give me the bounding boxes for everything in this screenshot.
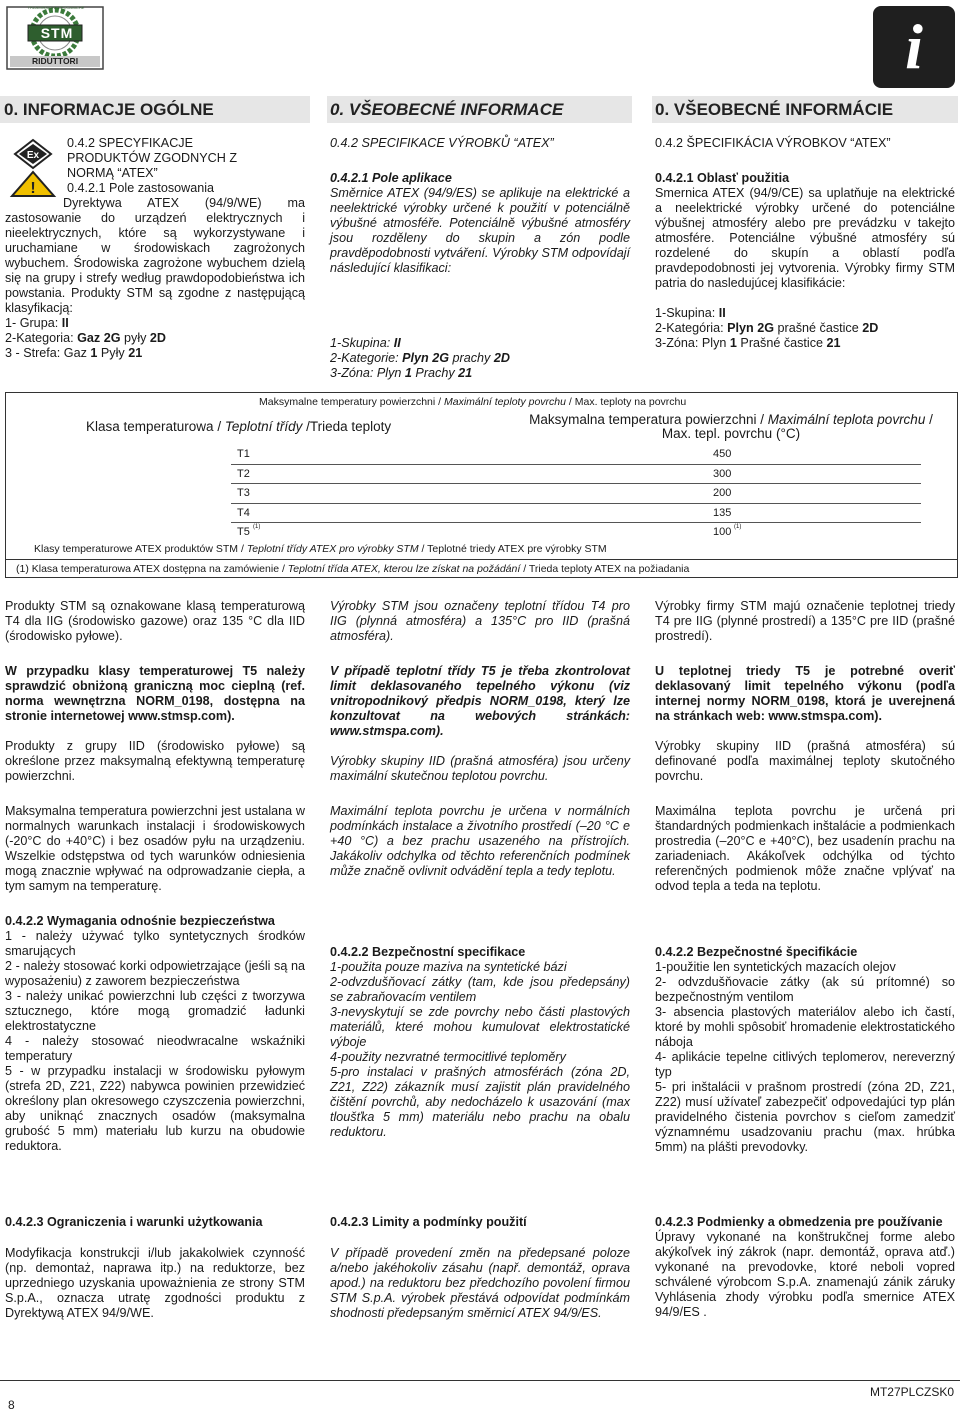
cs-class-1-label: 1-Skupina: xyxy=(330,336,394,350)
cs-p2: V případě teplotní třídy T5 je třeba zkontrolovat limit deklasovaného tepelného výkonu (viz vnitropodnikový předpis NORM_0198, který lze konzultovat na webových stránkách: www.stmspa.com). xyxy=(330,664,630,738)
table-row xyxy=(231,504,921,524)
sk-spec-title: 0.4.2 ŠPECIFIKÁCIA VÝROBKOV “ATEX” xyxy=(655,136,891,150)
pl-p3: Produkty z grupy IID (środowisko pyłowe) są określone przez maksymalną efektywną temperaturę powierzchni. xyxy=(5,739,305,783)
logo-ring-text: TRASMISSIONI MECCANICHE xyxy=(27,5,85,10)
info-icon: i xyxy=(873,6,955,88)
sk-p1: Výrobky firmy STM majú označenie teplotnej triedy T4 pre IIG (plynné prostredí) a 135°C pre IID (prašné prostredí). xyxy=(655,599,955,643)
table-t5-temp-sup: (1) xyxy=(734,524,742,530)
pl-p2: W przypadku klasy temperaturowej T5 należy sprawdzić obniżoną graniczną moc cieplną (ref. norma wewnętrzna NORM_0198, dostępna na stronie internetowej www.stmsp.com). xyxy=(5,664,305,723)
sk-class-2-value-2: 2D xyxy=(862,321,879,335)
pl-class-1-value: II xyxy=(61,316,69,330)
table-cell-temp: 135 xyxy=(713,506,732,519)
logo-sub: RIDUTTORI xyxy=(31,56,79,66)
sk-s2-5: 5- pri inštalácii v prašnom prostredí (zóna 2D, Z21, Z22) musí užívateľ zabezpečiť odpovedajúci typ plán pravidelného čistenia povrchov s cieľom zamedziť významnému usadzovaniu prachu (max. hrúbka 5mm) na plášti prevodovky. xyxy=(655,1080,955,1154)
cs-class-3-mid: Prachy xyxy=(411,366,459,380)
sk-class-2-mid: prašné častice xyxy=(774,321,863,335)
pl-p1: Produkty STM są oznakowane klasą temperaturową T4 dla IIG (środowisko gazowe) oraz 135 °C dla IID (środowisko pyłowe). xyxy=(5,599,305,643)
pl-class-3-value-2: 21 xyxy=(128,346,143,360)
sk-s2-2: 2- odvzdušňovacie zátky (ak sú prítomné) so bezpečnostným ventilom xyxy=(655,975,955,1004)
table-top-note: Maksymalne temperatury powierzchni / Maximální teploty povrchu / Max. teploty na povrchu xyxy=(259,396,687,408)
cs-class-3-label: 3-Zóna: Plyn xyxy=(330,366,405,380)
table-t5-sup: (1) xyxy=(253,524,261,530)
sk-class-2-value: Plyn 2G xyxy=(727,321,775,335)
cs-p1: Výrobky STM jsou označeny teplotní třídou T4 pro IIG (plynná atmosféra) a 135°C pro IID (prašná atmosféra). xyxy=(330,599,630,643)
pl-class-2-value: Gaz 2G xyxy=(77,331,121,345)
cs-s2 xyxy=(330,945,630,1140)
stm-logo xyxy=(6,6,104,70)
sk-body xyxy=(655,599,955,894)
temperature-table-box xyxy=(5,392,958,578)
sk-class-3-label: 3-Zóna: Plyn xyxy=(655,336,730,350)
cs-class-2-label: 2-Kategorie: xyxy=(330,351,403,365)
table-cell-class: T5 xyxy=(237,526,250,538)
cs-s3-text: V případě provedení změn na předepsané poloze a/nebo jakéhokoliv zásahu (např. demontáž, oprava apod.) na reduktoru bez předchozího povolení firmou STM S.p.A. výrobek přestává odpovídat podmínkám shodnosti předepsaným směrnicí ATEX 94/9/ES. xyxy=(330,1246,630,1320)
sk-s3 xyxy=(655,1215,955,1320)
pl-class-1-label: 1- Grupa: xyxy=(5,316,62,330)
table-cell-class: T4 xyxy=(237,506,250,519)
sk-s2 xyxy=(655,945,955,1155)
pl-s2-title: 0.4.2.2 Wymagania odnośnie bezpieczeństwa xyxy=(5,914,275,928)
pl-s3-text: Modyfikacja konstrukcji i/lub jakakolwiek czynność (np. demontaż, naprawa itp.) na reduktorze, bez uprzedniego uzyskania upoważnienia ze strony STM S.p.A., oznacza utratę zgodności produktu z Dyrektywą ATEX 94/9/WE. xyxy=(5,1246,305,1320)
pl-class-2-mid: pyły xyxy=(120,331,150,345)
table-cell-class: T3 xyxy=(237,487,250,499)
sk-s3-text: Úpravy vykonané na konštrukčnej forme alebo akýkoľvek iný zákrok (napr. demontáž, oprava atď.) vykonané na prevodovke, ktoré neboli vopred schválené výrobcom S.p.A. znamenajú zánik záruky Vyhlásenia zhody výrobku podľa smernice ATEX 94/9/ES . xyxy=(655,1230,955,1319)
pl-s2-4: 4 - należy stosować nieodwracalne wskaźniki temperatury xyxy=(5,1034,305,1063)
sk-sec1-text: Smernica ATEX (94/9/CE) sa uplatňuje na elektrické a neelektrické výrobky určené do potenciálne výbušnej atmosféry alebo pre prevádzku v takejto atmosfére. Potenciálne výbušné atmosféry sú rozdelené do skupín a oblastí podľa pravdepodobnosti jej vytvorenia. Výrobky firmy STM patria do nasledujúcej klasifikácie: xyxy=(655,186,955,290)
cs-class-1-value: II xyxy=(393,336,401,350)
table-left-head: Klasa temperaturowa / Teplotní třídy /Trieda teploty xyxy=(86,419,392,434)
cs-class-2-value-2: 2D xyxy=(493,351,510,365)
sk-s2-3: 3- absencia plastových materiálov alebo ich častí, ktoré by mohli spôsobiť hromadenie elektrostatického náboja xyxy=(655,1005,955,1049)
pl-class-3-value: 1 xyxy=(90,346,98,360)
cs-s2-title: 0.4.2.2 Bezpečnostní specifikace xyxy=(330,945,526,959)
pl-s2-5: 5 - w przypadku instalacji w środowisku pyłowym (strefa 2D, Z21, Z22) nabywca powinien przewidzieć określony plan okresowego czyszczenia powierzchni, aby uniknąć znacznych osadów (maksymalna grubość 5 mm) materiału lub kurzu na obudowie reduktora. xyxy=(5,1064,305,1153)
table-row xyxy=(231,445,921,465)
cs-body xyxy=(330,599,630,879)
svg-text:Ex: Ex xyxy=(26,150,40,161)
sk-class-3-mid: Prašné častice xyxy=(736,336,827,350)
page-number: 8 xyxy=(8,1398,15,1412)
pl-top-section xyxy=(5,136,305,361)
table-footnote: (1) Klasa temperaturowa ATEX dostępna na zamówienie / Teplotní třída ATEX, kterou lze získat na požádání / Trieda teploty ATEX na požiadania xyxy=(16,563,690,575)
sk-class-3-value: 1 xyxy=(729,336,737,350)
cs-sec1-text: Směrnice ATEX (94/9/ES) se aplikuje na elektrické a neelektrické výrobky určené k použití v potenciálně výbušné atmosféře. Potenciálně výbušné atmosféry jsou rozděleny do skupin a zón podle pravděpodobnosti vytváření. Výrobky STM odpovídají následující klasifikaci: xyxy=(330,186,630,275)
svg-text:!: ! xyxy=(30,180,36,197)
pl-class-2-label: 2-Kategoria: xyxy=(5,331,78,345)
table-cell-class: T1 xyxy=(237,448,250,460)
table-cell-temp: 300 xyxy=(713,467,732,480)
cs-class-2-value: Plyn 2G xyxy=(402,351,450,365)
sk-class-3-value-2: 21 xyxy=(826,336,841,350)
table-right-head: Maksymalna temperatura powierzchni / Maximální teplota povrchu / Max. tepl. povrchu (°C) xyxy=(529,412,933,441)
logo-brand: STM xyxy=(40,25,74,41)
table-row xyxy=(231,523,921,543)
pl-body xyxy=(5,599,305,1154)
pl-sec1-text: Dyrektywa ATEX (94/9/WE) ma zastosowanie do urządzeń elektrycznych i nieelektrycznych, które są wykorzystywane i uruchamiane w środowiskach zagrożonych wybuchem. Środowiska zagrożone wybuchem dzielą się na grupy i strefy według prawdopodobieństwa ich powstania. Produkty STM są zgodne z następującą klasyfikacją: xyxy=(5,196,305,315)
pl-s3-title: 0.4.2.3 Ograniczenia i warunki użytkowania xyxy=(5,1215,263,1229)
pl-class-3-mid: Pyły xyxy=(97,346,129,360)
cs-class-3-value: 1 xyxy=(404,366,412,380)
table-cell-temp: 200 xyxy=(713,487,732,499)
table-row xyxy=(231,465,921,485)
sk-class-1-value: II xyxy=(718,306,726,320)
sk-top-section xyxy=(655,136,955,351)
cs-p3: Výrobky skupiny IID (prašná atmosféra) jsou určeny maximální skutečnou teplotou povrchu. xyxy=(330,754,630,783)
footer-rule xyxy=(0,1380,960,1381)
header-cs: 0. VŠEOBECNÉ INFORMACE xyxy=(330,100,564,119)
pl-s2-1: 1 - należy używać tylko syntetycznych środków smarujących xyxy=(5,929,305,958)
cs-top-section xyxy=(330,136,630,381)
pl-class-2-value-2: 2D xyxy=(149,331,167,345)
cs-class-2-mid: prachy xyxy=(449,351,494,365)
sk-s3-title: 0.4.2.3 Podmienky a obmedzenia pre používanie xyxy=(655,1215,943,1229)
pl-s2-2: 2 - należy stosować korki odpowietrzające (jeśli są na wyposażeniu) z zaworem bezpieczeństwa xyxy=(5,959,305,988)
sk-sec1-title: 0.4.2.1 Oblasť použitia xyxy=(655,171,790,185)
cs-s3-title: 0.4.2.3 Limity a podmínky použití xyxy=(330,1215,527,1229)
pl-spec-title-3: NORMĄ “ATEX” xyxy=(67,166,158,180)
cs-s2-1: 1-použita pouze maziva na syntetické bázi xyxy=(330,960,567,974)
sk-p4: Maximálna teplota povrchu je určená pri štandardných podmienkach inštalácie a podmienkach prostredia (–20°C e +40°C), bez usadenín prachu na zariadeniach. Akákoľvek odchýlka od týchto referenčných podmienok môže značne vplývať na odvod tepla a teda na teplotu. xyxy=(655,804,955,893)
sk-s2-4: 4- aplikácie tepelne citlivých teplomerov, nereverzný typ xyxy=(655,1050,955,1079)
table-caption: Klasy temperaturowe ATEX produktów STM / Teplotní třídy ATEX pro výrobky STM / Teplotné triedy ATEX pre výrobky STM xyxy=(34,543,607,555)
cs-s2-4: 4-použity nezvratné termocitlivé teploměry xyxy=(330,1050,566,1064)
pl-class-3-label: 3 - Strefa: Gaz xyxy=(5,346,91,360)
cs-sec1-title: 0.4.2.1 Pole aplikace xyxy=(330,171,452,185)
sk-s2-title: 0.4.2.2 Bezpečnostné špecifikácie xyxy=(655,945,858,959)
sk-p2: U teplotnej triedy T5 je potrebné overiť deklasovaný limit tepelného výkonu (podľa internej normy NORM_0198, ktorá je uverejnená na stránkach web: www.stmspa.com). xyxy=(655,664,955,723)
sk-p3: Výrobky skupiny IID (prašná atmosféra) sú definované podľa maximálnej teploty skutočného povrchu. xyxy=(655,739,955,783)
cs-s2-3: 3-nevyskytují se zde povrchy nebo části plastových materiálů, které mohou kumulovat elektrostatické výboje xyxy=(330,1005,630,1049)
header-sk: 0. VŠEOBECNÉ INFORMÁCIE xyxy=(655,100,894,119)
header-pl: 0. INFORMACJE OGÓLNE xyxy=(4,100,214,119)
table-cell-temp: 450 xyxy=(713,448,732,460)
table-row xyxy=(231,484,921,504)
cs-s2-5: 5-pro instalaci v prašných atmosférách (zóna 2D, Z21, Z22) zákazník musí zajistit plán pravidelného čištění povrchů, aby nedocházelo k usazování (max tloušťka 5 mm) materiálu nebo prachu na obalu reduktoru. xyxy=(330,1065,630,1139)
table-cell-class: T2 xyxy=(237,467,250,480)
pl-spec-title: 0.4.2 SPECYFIKACJE xyxy=(67,136,193,150)
table-cell-temp: 100 xyxy=(713,526,732,538)
pl-spec-title-2: PRODUKTÓW ZGODNYCH Z xyxy=(67,151,238,165)
cs-s2-2: 2-odvzdušňovací zátky (tam, kde jsou předepsány) se zabraňovacím ventilem xyxy=(330,975,630,1004)
pl-s3 xyxy=(5,1215,305,1321)
sk-class-2-label: 2-Kategória: xyxy=(655,321,728,335)
pl-s2-3: 3 - należy unikać powierzchni lub części z tworzywa sztucznego, które mogą gromadzić ładunki elektrostatyczne xyxy=(5,989,305,1033)
cs-p4: Maximální teplota povrchu je určena v normálních podmínkách instalace a životního prostředí (–20 °C e +40 °C) a bez prachu usazeného na přístrojích. Jakákoliv odchylka od těchto referenčních podmínek může značně ovlivnit odvádění tepla a tedy teplotu. xyxy=(330,804,630,878)
table-divider xyxy=(6,559,957,560)
sk-s2-1: 1-použitie len syntetických mazacích olejov xyxy=(655,960,896,974)
sk-class-1-label: 1-Skupina: xyxy=(655,306,719,320)
cs-spec-title: 0.4.2 SPECIFIKACE VÝROBKŮ “ATEX” xyxy=(330,136,554,150)
document-code: MT27PLCZSK0 xyxy=(869,1385,954,1399)
table-rows xyxy=(231,445,921,543)
pl-sec1-title: 0.4.2.1 Pole zastosowania xyxy=(67,181,215,195)
cs-class-3-value-2: 21 xyxy=(458,366,473,380)
cs-s3 xyxy=(330,1215,630,1321)
pl-p4: Maksymalna temperatura powierzchni jest ustalana w normalnych warunkach instalacji i środowiskowych (-20°C do +40°C) i bez osadów pyłu na urządzeniu. Wszelkie odstępstwa od tych warunków odniesienia mogą znacznie wpływać na odprowadzanie ciepła, a tym samym na temperaturę. xyxy=(5,804,305,893)
